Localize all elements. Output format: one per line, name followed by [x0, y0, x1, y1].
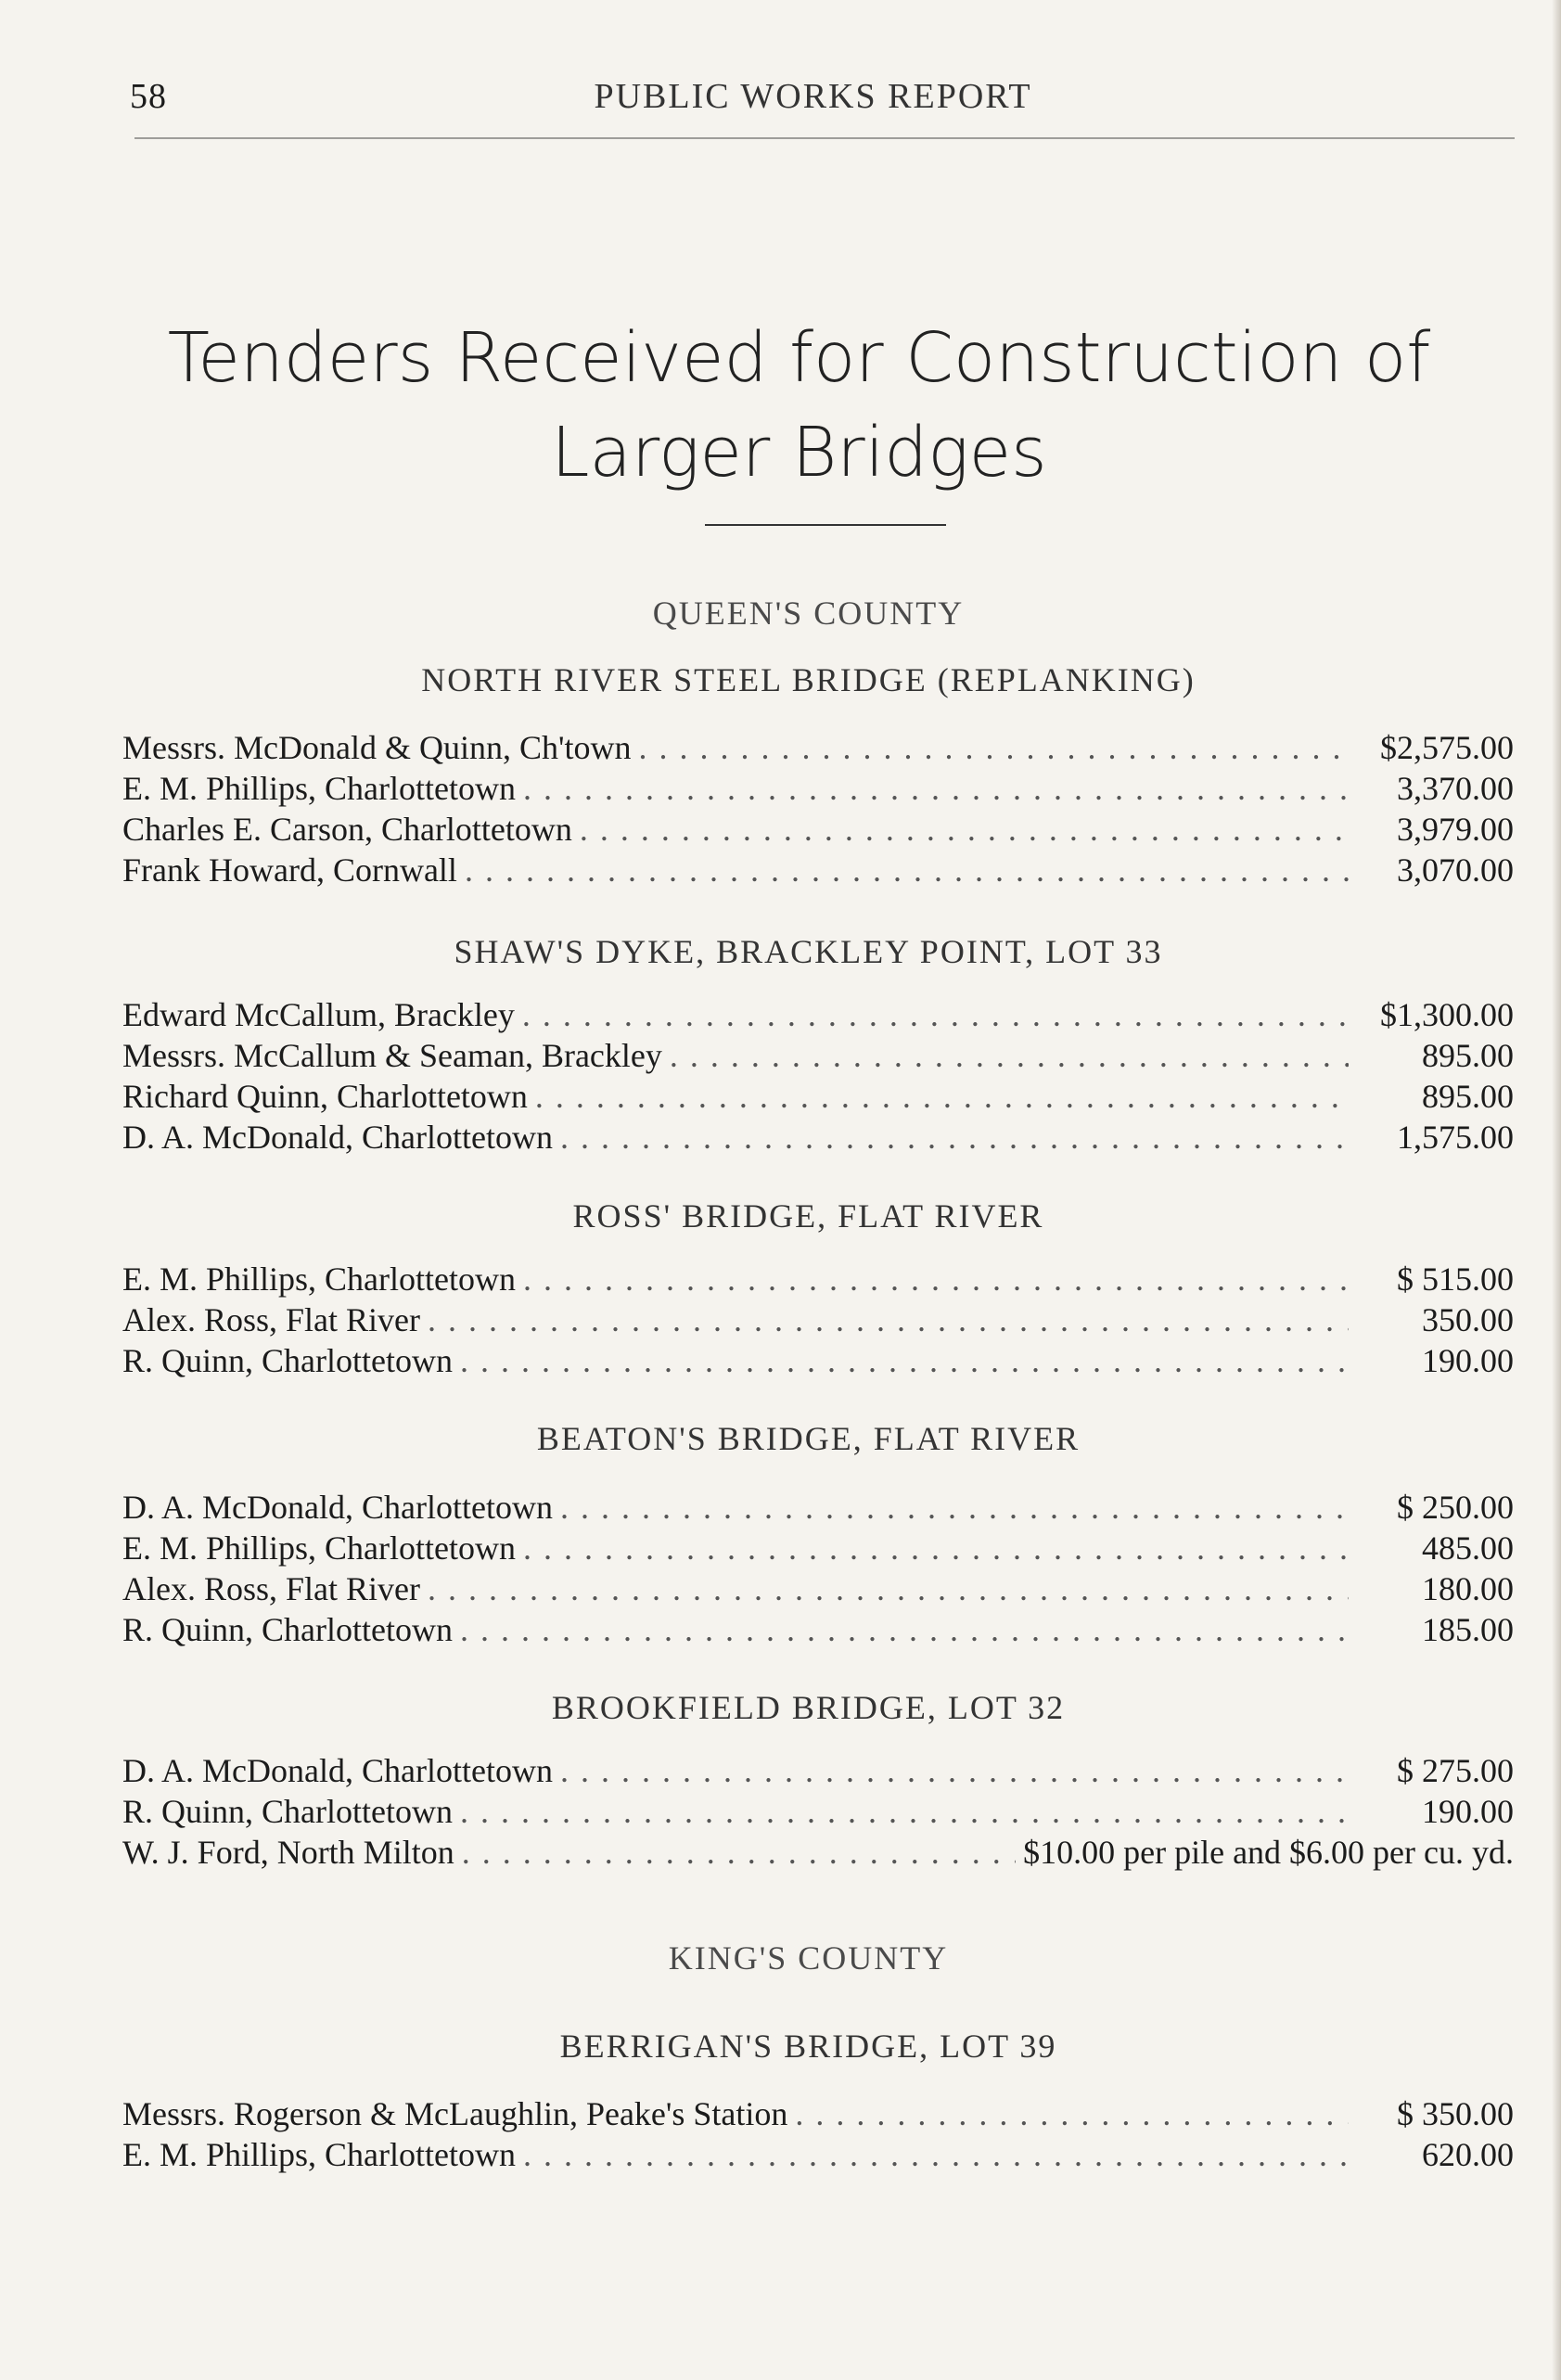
dot-leader: [560, 1488, 1349, 1527]
tender-row: [122, 2094, 1514, 2135]
dot-leader: [460, 1610, 1349, 1649]
tender-row: [122, 728, 1514, 769]
tender-amount: 620.00: [1422, 2136, 1514, 2173]
running-title: PUBLIC WORKS REPORT: [594, 77, 1032, 116]
tender-name: R. Quinn, Charlottetown: [122, 1342, 453, 1379]
dot-leader: [428, 1300, 1349, 1339]
tender-row: [122, 1751, 1514, 1792]
page-title: [139, 311, 1459, 500]
page-title-line-1: Tenders Received for Construction of: [167, 318, 1431, 398]
page-number: 58: [130, 77, 167, 116]
tender-row: [122, 1569, 1514, 1610]
dot-leader: [638, 728, 1349, 767]
dot-leader: [670, 1036, 1349, 1075]
tender-name: D. A. McDonald, Charlottetown: [122, 1489, 553, 1526]
bridge-heading-ross: ROSS' BRIDGE, FLAT RIVER: [572, 1197, 1044, 1235]
tender-row: [122, 1118, 1514, 1158]
dot-leader: [523, 2135, 1349, 2174]
tender-amount: 3,979.00: [1397, 811, 1514, 848]
dot-leader: [580, 810, 1349, 849]
dot-leader: [522, 995, 1349, 1034]
tender-amount: 1,575.00: [1397, 1119, 1514, 1156]
tender-amount: 190.00: [1422, 1793, 1514, 1830]
dot-leader: [428, 1569, 1349, 1608]
tender-amount: $ 275.00: [1397, 1752, 1514, 1789]
tender-name: Messrs. McCallum & Seaman, Brackley: [122, 1037, 662, 1074]
tender-amount: 180.00: [1422, 1570, 1514, 1607]
header-rule: [134, 137, 1515, 139]
tender-row: [122, 1036, 1514, 1077]
dot-leader: [560, 1118, 1349, 1157]
tender-amount: 3,370.00: [1397, 770, 1514, 807]
dot-leader: [523, 1260, 1349, 1299]
tender-name: R. Quinn, Charlottetown: [122, 1793, 453, 1830]
tender-row: [122, 810, 1514, 851]
tender-amount: $2,575.00: [1380, 729, 1514, 766]
tender-name: Frank Howard, Cornwall: [122, 851, 457, 889]
tender-name: W. J. Ford, North Milton: [122, 1834, 454, 1871]
tender-amount: 185.00: [1422, 1611, 1514, 1648]
page-edge-shadow: [1552, 0, 1561, 2380]
tender-amount: $ 350.00: [1397, 2095, 1514, 2132]
running-head: [121, 76, 1505, 141]
tender-name: Alex. Ross, Flat River: [122, 1570, 420, 1607]
tender-name: Messrs. Rogerson & McLaughlin, Peake's Station: [122, 2095, 788, 2132]
tender-amount: $10.00 per pile and $6.00 per cu. yd.: [1023, 1834, 1514, 1871]
tender-row: [122, 1610, 1514, 1651]
bridge-heading-berrigans: BERRIGAN'S BRIDGE, LOT 39: [559, 2028, 1057, 2065]
tender-amount: 3,070.00: [1397, 851, 1514, 889]
tender-row: [122, 1488, 1514, 1529]
tender-name: Alex. Ross, Flat River: [122, 1301, 420, 1338]
tender-amount: 895.00: [1422, 1037, 1514, 1074]
tender-name: Charles E. Carson, Charlottetown: [122, 811, 572, 848]
tender-name: E. M. Phillips, Charlottetown: [122, 1529, 517, 1567]
dot-leader: [795, 2094, 1349, 2133]
county-heading-kings: KING'S COUNTY: [668, 1939, 949, 1977]
tender-amount: $1,300.00: [1380, 996, 1514, 1033]
dot-leader: [535, 1077, 1349, 1116]
dot-leader: [560, 1751, 1349, 1790]
title-rule: [705, 524, 946, 526]
tender-row: [122, 1792, 1514, 1833]
tender-name: E. M. Phillips, Charlottetown: [122, 2136, 517, 2173]
tender-name: E. M. Phillips, Charlottetown: [122, 1260, 517, 1298]
tender-name: E. M. Phillips, Charlottetown: [122, 770, 517, 807]
tender-row: [122, 1833, 1514, 1874]
tender-row: [122, 1300, 1514, 1341]
tender-name: R. Quinn, Charlottetown: [122, 1611, 453, 1648]
tender-row: [122, 1529, 1514, 1569]
tender-name: Edward McCallum, Brackley: [122, 996, 515, 1033]
bridge-heading-beatons: BEATON'S BRIDGE, FLAT RIVER: [536, 1420, 1081, 1457]
dot-leader: [523, 769, 1349, 808]
dot-leader: [465, 851, 1349, 889]
bridge-heading-shaws-dyke: SHAW'S DYKE, BRACKLEY POINT, LOT 33: [454, 933, 1163, 970]
dot-leader: [523, 1529, 1349, 1567]
tender-row: [122, 995, 1514, 1036]
tender-name: D. A. McDonald, Charlottetown: [122, 1119, 553, 1156]
tender-amount: $ 250.00: [1397, 1489, 1514, 1526]
tender-amount: 895.00: [1422, 1078, 1514, 1115]
tender-row: [122, 2135, 1514, 2176]
tender-name: Messrs. McDonald & Quinn, Ch'town: [122, 729, 632, 766]
page-title-line-2: Larger Bridges: [551, 413, 1047, 493]
dot-leader: [462, 1833, 1016, 1872]
county-heading-queens: QUEEN'S COUNTY: [652, 595, 965, 632]
dot-leader: [460, 1341, 1349, 1380]
dot-leader: [460, 1792, 1349, 1831]
tender-row: [122, 769, 1514, 810]
tender-amount: 190.00: [1422, 1342, 1514, 1379]
tender-amount: 485.00: [1422, 1529, 1514, 1567]
bridge-heading-brookfield: BROOKFIELD BRIDGE, LOT 32: [551, 1689, 1066, 1726]
tender-row: [122, 851, 1514, 891]
bridge-heading-north-river: NORTH RIVER STEEL BRIDGE (REPLANKING): [421, 661, 1196, 698]
tender-row: [122, 1260, 1514, 1300]
tender-row: [122, 1341, 1514, 1382]
tender-name: Richard Quinn, Charlottetown: [122, 1078, 528, 1115]
tender-amount: $ 515.00: [1397, 1260, 1514, 1298]
tender-amount: 350.00: [1422, 1301, 1514, 1338]
tender-row: [122, 1077, 1514, 1118]
tender-name: D. A. McDonald, Charlottetown: [122, 1752, 553, 1789]
